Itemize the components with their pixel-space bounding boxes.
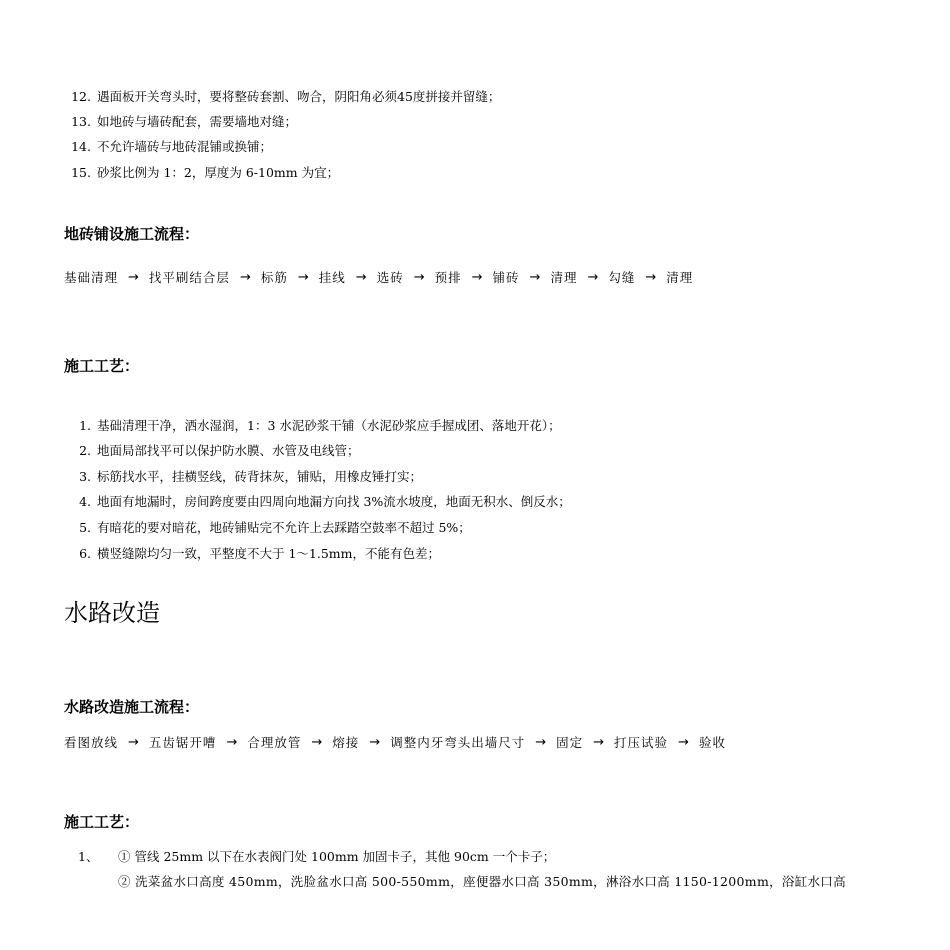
list-item-number: 13. xyxy=(71,114,91,129)
list-item xyxy=(71,139,273,155)
arrow-right-icon: → xyxy=(529,270,541,285)
arrow-right-icon: → xyxy=(587,270,599,285)
water-flow xyxy=(64,735,726,751)
craft-item-number: 1、 xyxy=(78,849,99,864)
arrow-right-icon: → xyxy=(226,735,238,750)
list-item-text: 横竖缝隙均匀一致，平整度不大于 1～1.5mm，不能有色差； xyxy=(97,546,441,561)
craft-heading: 施工工艺： xyxy=(64,813,140,831)
flow-step: 挂线 xyxy=(318,270,346,285)
flow-step: 五齿锯开嘈 xyxy=(148,735,217,750)
arrow-right-icon: → xyxy=(413,270,425,285)
flow-step: 选砖 xyxy=(376,270,404,285)
craft-heading: 施工工艺： xyxy=(64,357,140,375)
flow-step: 验收 xyxy=(698,735,726,750)
arrow-right-icon: → xyxy=(535,735,547,750)
list-item-number: 5. xyxy=(79,520,91,535)
arrow-right-icon: → xyxy=(128,270,139,285)
list-item-number: 6. xyxy=(79,546,91,561)
list-item-number: 3. xyxy=(79,469,91,484)
list-item-number: 4. xyxy=(79,494,91,509)
flow-step: 固定 xyxy=(556,735,584,750)
flow-step: 清理 xyxy=(666,270,694,285)
list-item-number: 1. xyxy=(79,418,91,433)
list-item-text: 砂浆比例为 1：2，厚度为 6-10mm 为宜； xyxy=(97,165,340,180)
list-item-text: 不允许墙砖与地砖混铺或换铺； xyxy=(97,139,273,154)
flow-step: 打压试验 xyxy=(614,735,669,750)
list-item xyxy=(71,114,298,130)
arrow-right-icon: → xyxy=(645,270,657,285)
list-item xyxy=(79,443,360,459)
flow-step: 调整内牙弯头出墙尺寸 xyxy=(390,735,526,750)
flow-step: 找平刷结合层 xyxy=(148,270,230,285)
arrow-right-icon: → xyxy=(355,270,367,285)
list-item xyxy=(79,520,471,536)
craft-item-line-1: ① 管线 25mm 以下在水表阀门处 100mm 加固卡子，其他 90cm 一个卡子； xyxy=(118,849,556,864)
list-item-text: 遇面板开关弯头时，要将整砖套割、吻合，阴阳角必须45度拼接并留缝； xyxy=(97,89,501,104)
list-item-number: 2. xyxy=(79,443,91,458)
list-item xyxy=(79,494,571,510)
list-item xyxy=(71,165,340,181)
arrow-right-icon: → xyxy=(297,270,309,285)
arrow-right-icon: → xyxy=(471,270,483,285)
list-item xyxy=(79,546,441,562)
flow-step: 标筋 xyxy=(260,270,288,285)
list-item xyxy=(79,418,561,434)
list-item xyxy=(71,89,501,105)
arrow-right-icon: → xyxy=(128,735,139,750)
list-item xyxy=(79,469,423,485)
arrow-right-icon: → xyxy=(239,270,251,285)
flow-step: 基础清理 xyxy=(64,270,119,285)
list-item-number: 12. xyxy=(71,89,91,104)
flow-step: 清理 xyxy=(550,270,578,285)
flow-step: 勾缝 xyxy=(608,270,636,285)
list-item-text: 如地砖与墙砖配套，需要墙地对缝； xyxy=(97,114,298,129)
list-item-text: 地面有地漏时，房间跨度要由四周向地漏方向找 3%流水坡度，地面无积水、倒反水； xyxy=(97,494,571,509)
arrow-right-icon: → xyxy=(593,735,605,750)
arrow-right-icon: → xyxy=(678,735,689,750)
craft-item-line-2: ② 洗菜盆水口高度 450mm，洗脸盆水口高 500-550mm，座便器水口高 350mm，淋浴水口高 1150-1200mm，浴缸水口高 xyxy=(118,874,846,889)
list-item-text: 地面局部找平可以保护防水膜、水管及电线管； xyxy=(97,443,360,458)
flow-step: 看图放线 xyxy=(64,735,119,750)
floor-tile-flow-heading: 地砖铺设施工流程： xyxy=(64,225,200,243)
arrow-right-icon: → xyxy=(369,735,381,750)
water-flow-heading: 水路改造施工流程： xyxy=(64,698,200,716)
flow-step: 铺砖 xyxy=(492,270,520,285)
list-item-number: 14. xyxy=(71,139,91,154)
flow-step: 熔接 xyxy=(332,735,360,750)
list-item-text: 有暗花的要对暗花，地砖铺贴完不允许上去踩踏空鼓率不超过 5%； xyxy=(97,520,471,535)
list-item-text: 基础清理干净，洒水湿润，1：3 水泥砂浆干铺（水泥砂浆应手握成团、落地开花）； xyxy=(97,418,561,433)
arrow-right-icon: → xyxy=(311,735,323,750)
floor-tile-flow xyxy=(64,270,693,286)
list-item-text: 标筋找水平，挂横竖线，砖背抹灰，铺贴，用橡皮锤打实； xyxy=(97,469,423,484)
flow-step: 合理放管 xyxy=(247,735,302,750)
section-title: 水路改造 xyxy=(64,599,160,627)
list-item-number: 15. xyxy=(71,165,91,180)
flow-step: 预排 xyxy=(434,270,462,285)
